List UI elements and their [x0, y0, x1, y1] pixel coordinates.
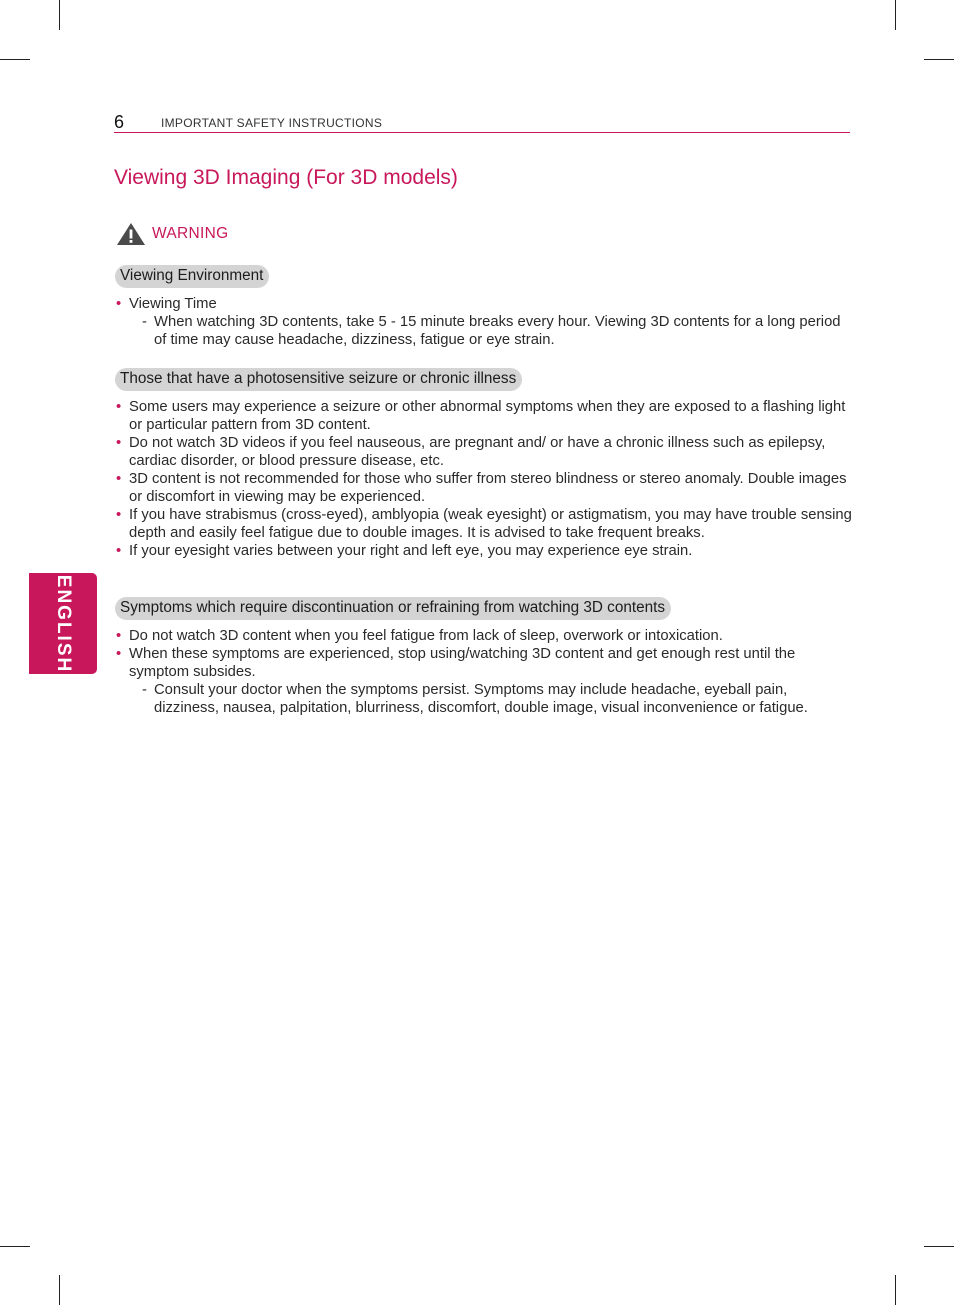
list-item [116, 434, 856, 470]
bullet-icon: • [116, 628, 122, 644]
list-item [116, 470, 856, 506]
bullet-icon: • [116, 646, 122, 662]
list-item-text: Viewing Time [129, 296, 217, 312]
page-number: 6 [114, 112, 125, 132]
sub-list-item [116, 681, 856, 717]
list-item-text: If your eyesight varies between your right and left eye, you may experience eye strain. [129, 543, 693, 559]
sub-list-item-text: When watching 3D contents, take 5 - 15 minute breaks every hour. Viewing 3D contents for a long period of time may cause headache, dizziness, fatigue or eye strain. [154, 314, 841, 348]
crop-mark [59, 0, 60, 30]
warning-label: WARNING [152, 225, 229, 242]
list-item-text: Do not watch 3D videos if you feel nauseous, are pregnant and/ or have a chronic illness such as epilepsy, cardiac disorder, or blood pressure disease, etc. [129, 435, 826, 469]
warning-triangle-icon [116, 222, 146, 246]
dash-icon: - [142, 682, 147, 698]
bullet-icon: • [116, 296, 122, 312]
section-symptoms [116, 627, 856, 717]
running-head: IMPORTANT SAFETY INSTRUCTIONS [161, 116, 383, 130]
list-item-text: Some users may experience a seizure or other abnormal symptoms when they are exposed to a flashing light or particular pattern from 3D content. [129, 399, 846, 433]
page-title: Viewing 3D Imaging (For 3D models) [114, 166, 458, 189]
language-tab [29, 573, 97, 674]
crop-mark [0, 1246, 30, 1247]
sub-list-item-text: Consult your doctor when the symptoms persist. Symptoms may include headache, eyeball pain, dizziness, nausea, palpitation, blurriness, discomfort, double image, visual inconvenience or fatigue. [154, 682, 808, 716]
list-item [116, 506, 856, 542]
list-item-text: When these symptoms are experienced, stop using/watching 3D content and get enough rest until the symptom subsides. [129, 646, 796, 680]
section-viewing-environment [116, 295, 856, 349]
crop-mark [924, 59, 954, 60]
bullet-icon: • [116, 399, 122, 415]
list-item-text: Do not watch 3D content when you feel fatigue from lack of sleep, overwork or intoxication. [129, 628, 723, 644]
list-item [116, 645, 856, 681]
dash-icon: - [142, 314, 147, 330]
language-tab-label: ENGLISH [53, 574, 74, 673]
warning-row [116, 222, 228, 246]
crop-mark [924, 1246, 954, 1247]
list-item [116, 295, 856, 313]
list-item [116, 627, 856, 645]
list-item [116, 542, 856, 560]
subheading-viewing-environment: Viewing Environment [115, 265, 269, 288]
crop-mark [0, 59, 30, 60]
list-item-text: 3D content is not recommended for those who suffer from stereo blindness or stereo anomaly. Double images or discomfort in viewing may be experienced. [129, 471, 847, 505]
list-item [116, 398, 856, 434]
subheading-photosensitive: Those that have a photosensitive seizure or chronic illness [115, 368, 522, 391]
header-rule [114, 132, 850, 133]
crop-mark [895, 1275, 896, 1305]
bullet-icon: • [116, 435, 122, 451]
list-item-text: If you have strabismus (cross-eyed), amblyopia (weak eyesight) or astigmatism, you may have trouble sensing depth and easily feel fatigue due to double images. It is advised to take frequent breaks. [129, 507, 852, 541]
bullet-icon: • [116, 471, 122, 487]
section-photosensitive [116, 398, 856, 560]
bullet-icon: • [116, 543, 122, 559]
subheading-symptoms: Symptoms which require discontinuation or refraining from watching 3D contents [115, 597, 671, 620]
sub-list-item [116, 313, 856, 349]
bullet-icon: • [116, 507, 122, 523]
crop-mark [895, 0, 896, 30]
crop-mark [59, 1275, 60, 1305]
